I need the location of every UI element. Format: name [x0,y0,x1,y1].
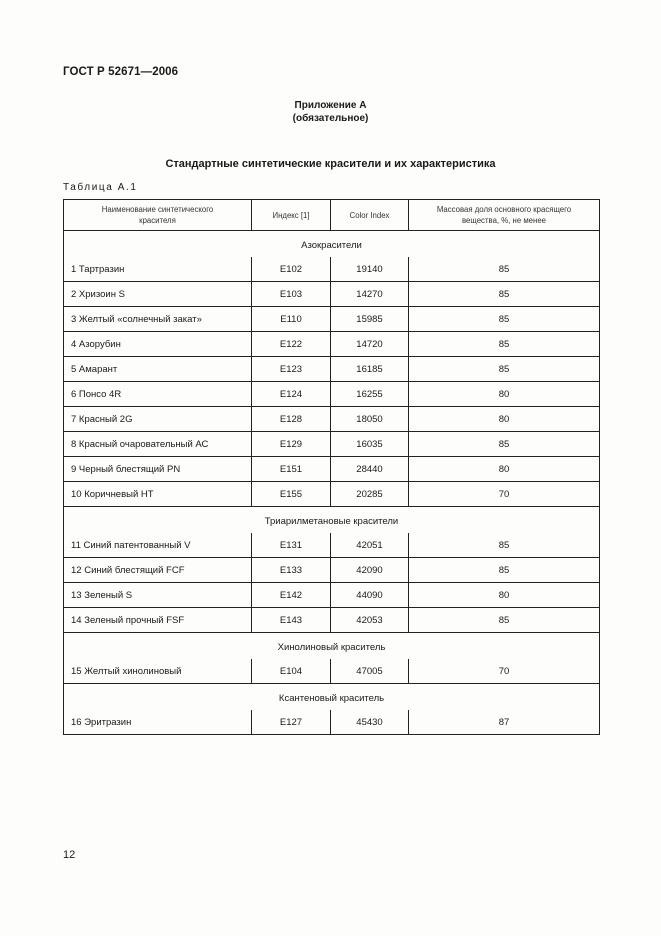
cell-mass: 80 [409,382,600,407]
table-row [64,407,600,432]
cell-name: 12 Синий блестящий FCF [64,558,252,583]
table-label: Таблица А.1 [63,182,138,193]
cell-index: E110 [252,307,331,332]
table-row [64,357,600,382]
cell-index: E142 [252,583,331,608]
cell-index: E122 [252,332,331,357]
cell-color-index: 19140 [331,257,409,282]
cell-name: 1 Тартразин [64,257,252,282]
table-row [64,583,600,608]
cell-index: E123 [252,357,331,382]
group-title: Ксантеновый краситель [278,692,385,704]
group-title: Хинолиновый краситель [277,641,386,653]
table-row [64,332,600,357]
cell-color-index: 44090 [331,583,409,608]
table-group-xanthene [64,684,600,735]
cell-name: 16 Эритразин [64,710,252,735]
column-header-mass-fraction: Массовая доля основного красящего вещества, %, не менее [409,200,600,231]
cell-mass: 85 [409,432,600,457]
table-row [64,608,600,633]
cell-color-index: 14720 [331,332,409,357]
cell-color-index: 20285 [331,482,409,507]
cell-name: 13 Зеленый S [64,583,252,608]
table-row [64,457,600,482]
cell-color-index: 18050 [331,407,409,432]
cell-color-index: 14270 [331,282,409,307]
cell-name: 5 Амарант [64,357,252,382]
cell-mass: 87 [498,716,510,728]
column-header-color-index: Color Index [331,200,409,231]
cell-color-index: 28440 [331,457,409,482]
cell-mass: 85 [409,257,600,282]
cell-index: E103 [252,282,331,307]
cell-index: E102 [252,257,331,282]
cell-mass: 85 [409,332,600,357]
cell-name: 8 Красный очаровательный АС [64,432,252,457]
cell-name: 3 Желтый «солнечный закат» [64,307,252,332]
cell-name: 2 Хризоин S [64,282,252,307]
table-row [64,282,600,307]
cell-index: E131 [252,533,331,558]
cell-name: 6 Понсо 4R [64,382,252,407]
table-group-azo [64,231,600,507]
cell-name: 15 Желтый хинолиновый [64,659,252,684]
cell-mass: 85 [409,533,600,558]
cell-mass: 85 [409,558,600,583]
cell-mass: 85 [409,307,600,332]
table-header [64,200,600,231]
table-row [64,257,600,282]
table-row [64,710,600,735]
cell-name: 4 Азорубин [64,332,252,357]
cell-mass: 85 [409,357,600,382]
cell-name: 7 Красный 2G [64,407,252,432]
document-code: ГОСТ Р 52671—2006 [63,66,179,78]
cell-mass: 80 [409,457,600,482]
table-row [64,558,600,583]
cell-index: E128 [252,407,331,432]
cell-index: E155 [252,482,331,507]
cell-name: 14 Зеленый прочный FSF [64,608,252,633]
cell-color-index: 16185 [331,357,409,382]
cell-mass: 85 [409,282,600,307]
cell-mass: 70 [498,665,510,677]
cell-color-index: 16035 [331,432,409,457]
page-number: 12 [63,849,76,861]
table-row [64,382,600,407]
cell-index: E133 [252,558,331,583]
cell-color-index: 42053 [331,608,409,633]
table-row [64,432,600,457]
table-group-quinoline [64,633,600,684]
cell-index: E143 [252,608,331,633]
cell-name: 11 Синий патентованный V [64,533,252,558]
cell-mass: 80 [409,407,600,432]
cell-mass: 80 [409,583,600,608]
cell-color-index: 47005 [331,659,409,684]
appendix-note: (обязательное) [292,113,369,124]
column-header-name: Наименование синтетического красителя [64,200,252,231]
group-title: Триарилметановые красители [264,515,399,527]
column-header-index: Индекс [1] [252,200,331,231]
cell-color-index: 42090 [331,558,409,583]
table-row [64,659,600,684]
dyes-table [63,199,600,735]
cell-index: E104 [252,659,331,684]
cell-color-index: 42051 [331,533,409,558]
cell-color-index: 15985 [331,307,409,332]
cell-index: E124 [252,382,331,407]
table-group-triarylmethane [64,507,600,633]
cell-name: 10 Коричневый НТ [64,482,252,507]
table-row [64,307,600,332]
group-title: Азокрасители [301,239,362,251]
table-row [64,482,600,507]
cell-color-index: 16255 [331,382,409,407]
cell-index: E129 [252,432,331,457]
cell-name: 9 Черный блестящий PN [64,457,252,482]
appendix-block [0,99,661,125]
cell-index: E151 [252,457,331,482]
cell-color-index: 45430 [331,710,409,735]
cell-mass: 85 [498,614,510,626]
section-heading: Стандартные синтетические красители и их характеристика [165,158,496,170]
table-row [64,533,600,558]
appendix-title: Приложение А [294,100,367,111]
cell-index: E127 [252,710,331,735]
cell-mass: 70 [498,488,510,500]
